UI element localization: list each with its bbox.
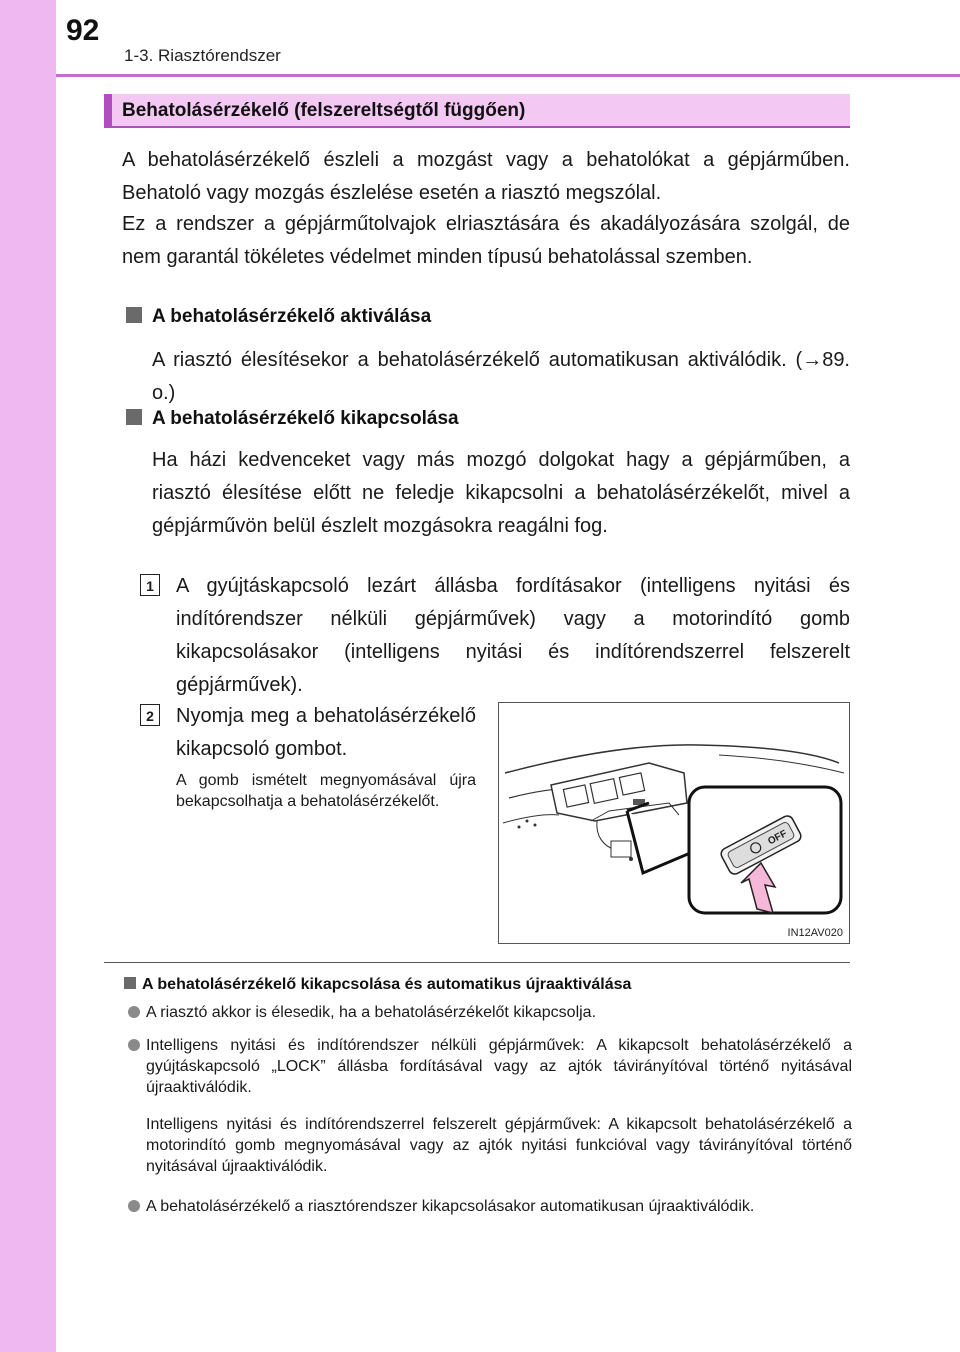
step-2-note: A gomb ismételt megnyomásával újra bekapcsolhatja a behatolásérzékelőt. xyxy=(176,772,476,810)
deactivation-text: Ha házi kedvenceket vagy más mozgó dolgokat hagy a gépjárműben, a riasztó élesítése előtt ne feledje kikapcsolni a behatolásérzékelőt, mivel a gépjárművön belül észlelt mozgásokra reagálni fog. xyxy=(152,449,850,537)
chapter-title: 1-3. Riasztórendszer xyxy=(124,46,281,65)
intrusion-sensor-illustration xyxy=(498,702,850,944)
note-item-4: A behatolásérzékelő a riasztórendszer kikapcsolásakor automatikusan újraaktiválódik. xyxy=(146,1198,755,1215)
deactivation-heading-text: A behatolásérzékelő kikapcsolása xyxy=(152,408,459,429)
step-2-text: Nyomja meg a behatolásérzékelő kikapcsoló gombot. xyxy=(176,705,476,760)
notes-heading-text: A behatolásérzékelő kikapcsolása és automatikus újraaktiválása xyxy=(142,976,632,993)
step-2-badge: 2 xyxy=(140,704,160,726)
activation-heading xyxy=(126,306,431,328)
note-item-2: Intelligens nyitási és indítórendszer nélküli gépjárművek: A kikapcsolt behatolásérzékelő a gyújtáskapcsoló „LOCK” állásba fordításával vagy az ajtók távirányítóval történő nyitásával újraaktiválódik. xyxy=(146,1037,852,1096)
bullet-dot-icon xyxy=(128,1006,140,1018)
off-button-label: OFF xyxy=(766,828,790,848)
figure-caption: IN12AV020 xyxy=(787,927,843,939)
step-1-text: A gyújtáskapcsoló lezárt állásba fordításakor (intelligens nyitási és indítórendszer nélküli gépjárművek) vagy a motorindító gomb kikapcsolásakor (intelligens nyitási és indítórendszerrel felszerelt gépjárművek). xyxy=(176,575,850,696)
header-rule xyxy=(56,74,960,77)
intro-paragraph-1: A behatolásérzékelő észleli a mozgást vagy a behatolókat a gépjárműben. Behatoló vagy mozgás észlelése esetén a riasztó megszólal. xyxy=(122,149,850,204)
deactivation-heading xyxy=(126,408,459,430)
page-side-tab xyxy=(0,0,56,1352)
activation-text: A riasztó élesítésekor a behatolásérzékelő automatikusan aktiválódik. (→89. o.) xyxy=(152,349,850,404)
notes-divider xyxy=(104,962,850,963)
intro-paragraph-2: Ez a rendszer a gépjárműtolvajok elriasztására és akadályozására szolgál, de nem garantál tökéletes védelmet minden típusú behatolással szemben. xyxy=(122,213,850,268)
square-bullet-icon xyxy=(126,409,142,425)
note-item-3: Intelligens nyitási és indítórendszerrel felszerelt gépjárművek: A kikapcsolt behatolásérzékelő a motorindító gomb megnyomásával vagy az ajtók nyitási funkcióval vagy távirányítóval történő nyitásával újraaktiválódik. xyxy=(146,1116,852,1175)
overhead-console-drawing xyxy=(499,703,848,942)
square-bullet-icon xyxy=(126,307,142,323)
bullet-dot-icon xyxy=(128,1039,140,1051)
note-item-1: A riasztó akkor is élesedik, ha a behatolásérzékelőt kikapcsolja. xyxy=(146,1004,597,1021)
section-title: Behatolásérzékelő (felszereltségtől függően) xyxy=(122,100,526,121)
notes-heading xyxy=(124,976,631,994)
section-heading-bar xyxy=(104,94,850,128)
page-number: 92 xyxy=(66,14,100,47)
square-bullet-icon xyxy=(124,977,136,989)
activation-heading-text: A behatolásérzékelő aktiválása xyxy=(152,306,432,327)
bullet-dot-icon xyxy=(128,1200,140,1212)
step-1-badge: 1 xyxy=(140,574,160,596)
